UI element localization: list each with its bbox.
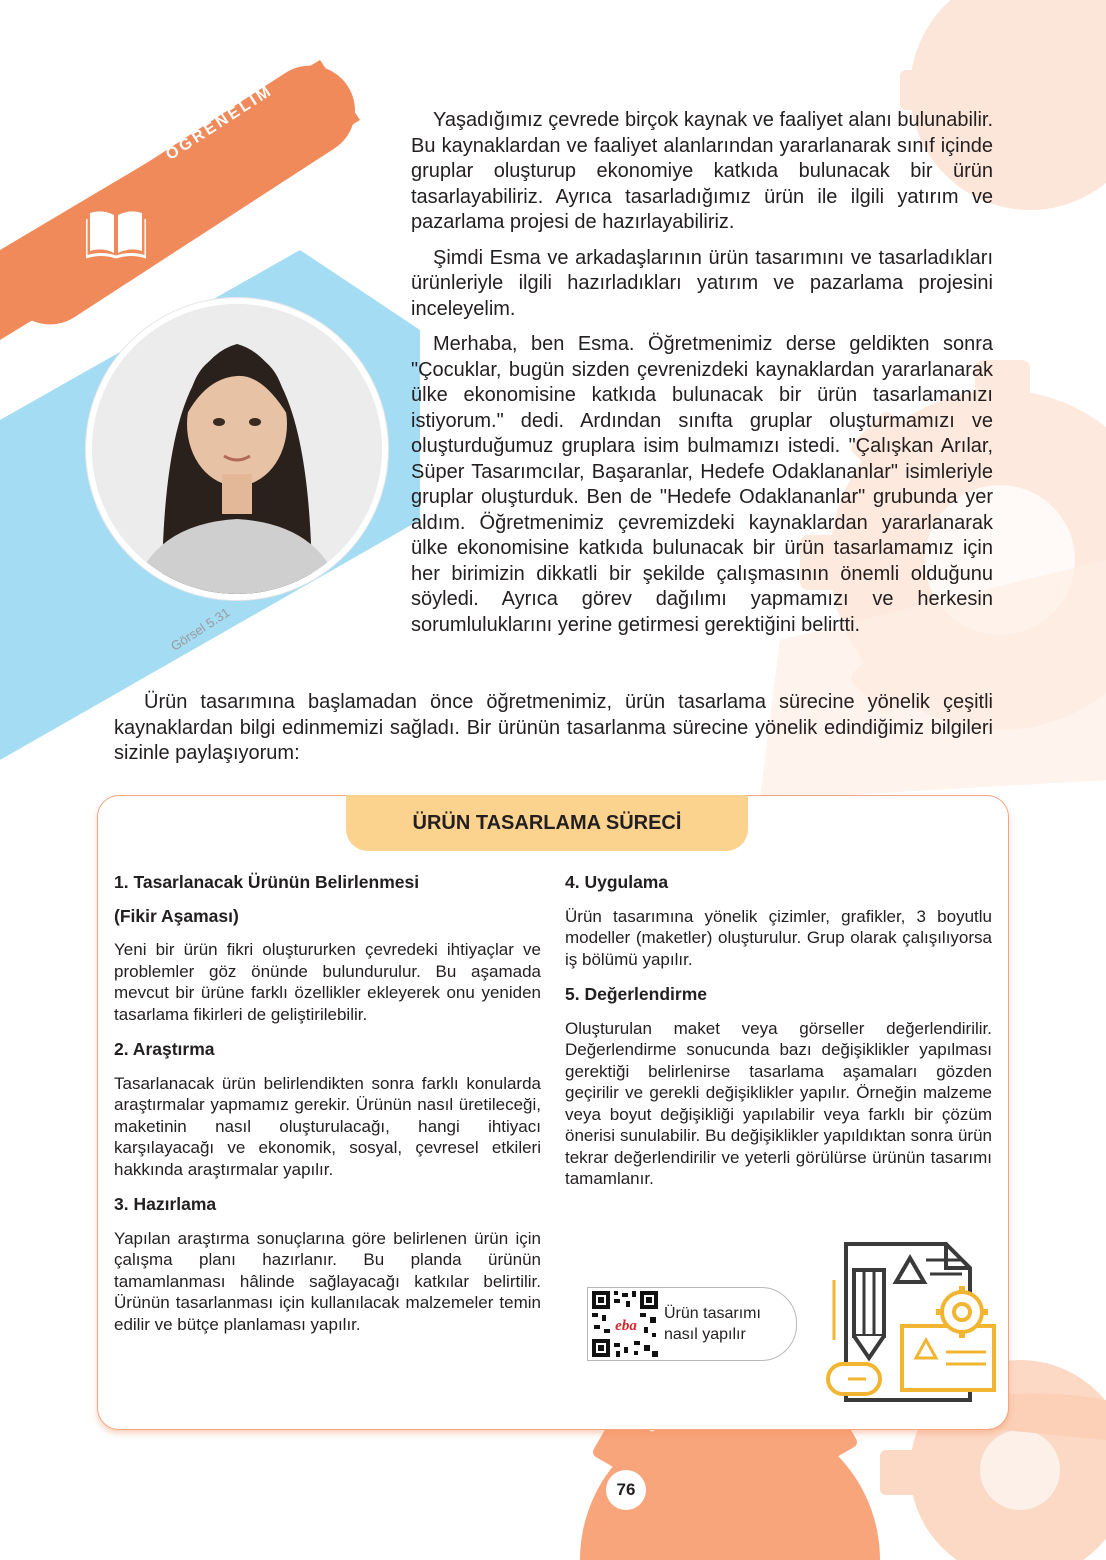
page-number: 76 bbox=[606, 1470, 646, 1510]
image-caption: Görsel 5.31 bbox=[167, 604, 233, 654]
process-title: ÜRÜN TASARLAMA SÜRECİ bbox=[346, 795, 748, 851]
lead-text bbox=[114, 690, 993, 767]
process-left-column bbox=[114, 872, 541, 1349]
step-heading: 3. Hazırlama bbox=[114, 1194, 217, 1214]
step-heading: 1. Tasarlanacak Ürünün Belirlenmesi bbox=[114, 872, 420, 892]
intro-paragraph: Merhaba, ben Esma. Öğretmenimiz derse geldikten sonra "Çocuklar, bugün sizden çevrenizdeki kaynaklardan yararlanarak ülke ekonomisine katkıda bulunacak bir ürün tasarlamanızı istiyorum." dedi. Ardından sınıfta gruplar oluşturmamızı ve oluşturduğumuz gruplara isim bulmamızı istedi. "Çalışkan Arılar, Süper Tasarımcılar, Başaranlar, Hedefe Odaklananlar" isimleriyle gruplar oluşturduk. Ben de "Hedefe Odaklananlar" grubunda yer aldım. Öğretmenimiz çevremizdeki kaynaklardan yararlanarak ülke ekonomisine katkıda bulunacak bir ürün tasarlamamız için her birimizin dikkatli bir şekilde çalışmasının önemli olduğunu söyledi. Ayrıca görev dağılımı yapmamızı ve herkesin sorumluluklarını yerine getirmesi gerektiğini belirtti. bbox=[411, 333, 993, 636]
eba-logo: eba bbox=[615, 1318, 637, 1334]
lead-paragraph: Ürün tasarımına başlamadan önce öğretmenimiz, ürün tasarlama sürecine yönelik çeşitli kaynaklardan bilgi edinmemizi sağladı. Bir ürünün tasarlanma sürecine yönelik edindiğimiz bilgileri sizinle paylaşıyorum: bbox=[114, 691, 993, 764]
intro-paragraph: Yaşadığımız çevrede birçok kaynak ve faaliyet alanı bulunabilir. Bu kaynaklardan ve faaliyet alanlarından yararlanarak sınıf içinde gruplar oluşturup ekonomiye katkıda bulunacak bir ürün tasarlayabiliriz. Ayrıca tasarladığımız ürün ile ilgili yatırım ve pazarlama projesi de hazırlayabiliriz. bbox=[411, 109, 993, 233]
product-design-icon bbox=[826, 1240, 996, 1410]
step-subheading: (Fikir Aşaması) bbox=[114, 905, 239, 926]
step-text: Yeni bir ürün fikri oluştururken çevredeki ihtiyaçlar ve problemler göz önünde bulundurulur. Bu aşamada mevcut bir ürüne farklı özellikler ekleyerek onu yeniden tasarlama fikirleri de geliştirilebilir. bbox=[114, 940, 541, 1024]
process-right-column bbox=[565, 872, 992, 1204]
step-text: Yapılan araştırma sonuçlarına göre belirlenen ürün için çalışma planı hazırlanır. Bu planda ürünün tamamlanması hâlinde sağlayacağı katkılar belirtilir. Ürünün tasarlanması için kullanılacak malzemeler temin edilir ve bütçe planlaması yapılır. bbox=[114, 1228, 541, 1334]
step-text: Oluşturulan maket veya görseller değerlendirilir. Değerlendirme sonucunda bazı değişiklikler yapılması gerektiği belirlenirse tasarlama aşamaları gözden geçirilir ve gerekli değişiklikler yapılır. Örneğin malzeme veya boyut değişikliği yapılabilir veya farklı bir çözüm önerisi sunulabilir. Bu değişiklikler yapıldıktan sonra ürün tekrar değerlendirilir ve yeterli görülürse ürünün tasarımı tamamlanır. bbox=[565, 1018, 992, 1188]
step-heading: 4. Uygulama bbox=[565, 872, 669, 892]
step-text: Ürün tasarımına yönelik çizimler, grafikler, 3 boyutlu modeller (maketler) oluşturulur. Grup olarak çalışılıyorsa iş bölümü yapılır. bbox=[565, 906, 992, 969]
open-book-icon bbox=[86, 207, 146, 259]
step-heading: 2. Araştırma bbox=[114, 1039, 215, 1059]
section-label: ÖĞRENELİM bbox=[163, 81, 277, 164]
qr-code-icon[interactable] bbox=[590, 1289, 660, 1359]
portrait-illustration bbox=[92, 304, 382, 594]
step-heading: 5. Değerlendirme bbox=[565, 984, 707, 1004]
intro-paragraph: Şimdi Esma ve arkadaşlarının ürün tasarımını ve tasarladıkları ürünleriyle ilgili hazırladıkları yatırım ve pazarlama projesini inceleyelim. bbox=[411, 246, 993, 320]
student-portrait bbox=[86, 298, 388, 600]
step-text: Tasarlanacak ürün belirlendikten sonra farklı konularda araştırmalar yapmamız gerekir. Ürünün nasıl üretileceği, maketinin nasıl oluşturulacağı, hangi ihtiyacı karşılayacağı ve ekonomik, sosyal, çevresel etkileri hakkında araştırmalar yapılır. bbox=[114, 1073, 541, 1179]
qr-label: Ürün tasarımı nasıl yapılır bbox=[664, 1305, 761, 1343]
intro-text bbox=[411, 108, 993, 648]
